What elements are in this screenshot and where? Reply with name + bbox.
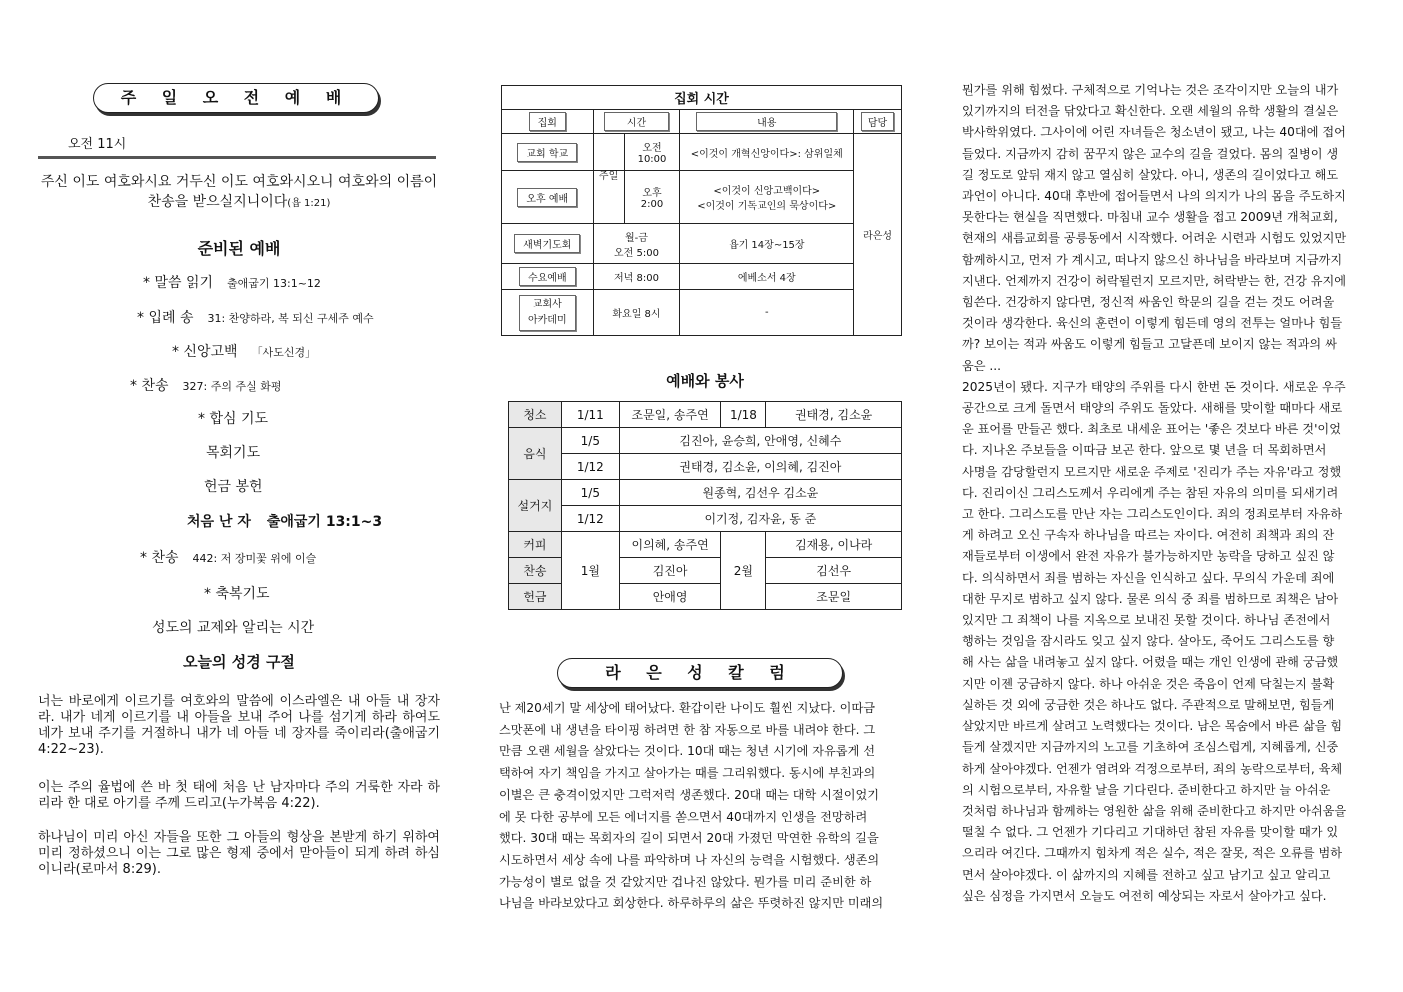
monthly-names: 이의혜, 송주연 bbox=[619, 532, 721, 558]
schedule-header: 내용 bbox=[696, 112, 837, 131]
meeting-name: 수요예배 bbox=[519, 267, 576, 286]
month-label: 1월 bbox=[561, 532, 619, 610]
order-item: 목회기도 bbox=[206, 445, 261, 461]
column-title-banner bbox=[557, 658, 843, 688]
meeting-time: 오전 10:00 bbox=[637, 143, 667, 165]
bible-heading: 오늘의 성경 구절 bbox=[183, 653, 295, 671]
dishes-names: 원종혁, 김선우 김소윤 bbox=[619, 480, 901, 506]
month-label: 2월 bbox=[721, 532, 766, 610]
cleaning-date: 1/11 bbox=[561, 402, 619, 428]
worship-time: 오전 11시 bbox=[68, 137, 127, 152]
schedule-header: 시간 bbox=[604, 112, 669, 131]
leader: 라은성 bbox=[854, 134, 902, 336]
meeting-time: 화요일 8시 bbox=[593, 290, 680, 336]
food-label: 음식 bbox=[509, 428, 562, 480]
call-verse-line2: 찬송을 받으실지니이다 bbox=[147, 194, 288, 210]
bible-passage: 너는 바로에게 이르기를 여호와의 말씀에 이스라엘은 내 아들 내 장자라. 내가 네게 이르기를 내 아들을 보내 주어 나를 섬기게 하라 하여도 네가 보내 주기를 거절하니 내가 네 아들 네 장자를 죽이리라(출애굽기 4:22~23). bbox=[38, 694, 440, 757]
food-date: 1/12 bbox=[561, 454, 619, 480]
cleaning-label: 청소 bbox=[509, 402, 562, 428]
order-item: * 찬송 327: 주의 주실 화평 bbox=[130, 378, 282, 394]
monthly-names: 김선우 bbox=[766, 558, 902, 584]
monthly-label: 커피 bbox=[509, 532, 562, 558]
monthly-names: 김재용, 이나라 bbox=[766, 532, 902, 558]
divider bbox=[38, 156, 436, 159]
order-item: * 입례 송 31: 찬양하라, 복 되신 구세주 예수 bbox=[137, 310, 374, 326]
cleaning-names: 권태경, 김소윤 bbox=[766, 402, 902, 428]
order-item: 성도의 교제와 알리는 시간 bbox=[152, 620, 315, 636]
monthly-label: 찬송 bbox=[509, 558, 562, 584]
dishes-date: 1/12 bbox=[561, 506, 619, 532]
dishes-label: 설거지 bbox=[509, 480, 562, 532]
cleaning-names: 조문일, 송주연 bbox=[619, 402, 721, 428]
column-title: 라 은 성 칼 럼 bbox=[605, 663, 795, 682]
monthly-names: 안애영 bbox=[619, 584, 721, 610]
bible-passage: 이는 주의 율법에 쓴 바 첫 태에 처음 난 남자마다 주의 거룩한 자라 하리라 한 대로 아기를 주께 드리고(누가복음 4:22). bbox=[38, 780, 440, 811]
order-item: * 합심 기도 bbox=[198, 411, 268, 427]
monthly-names: 김진아 bbox=[619, 558, 721, 584]
call-to-worship bbox=[38, 172, 440, 214]
food-names: 김진아, 윤승희, 안애영, 신혜수 bbox=[619, 428, 901, 454]
service-title: 예배와 봉사 bbox=[666, 372, 744, 390]
bible-passage: 하나님이 미리 아신 자들을 또한 그 아들의 형상을 본받게 하기 위하여 미리 정하셨으니 이는 그로 많은 형제 중에서 맏아들이 되게 하려 하심이니라(로마서 8:29). bbox=[38, 830, 440, 877]
meeting-time: 월-금 오전 5:00 bbox=[593, 224, 680, 264]
call-verse-ref: (욥 1:21) bbox=[287, 198, 331, 209]
food-date: 1/5 bbox=[561, 428, 619, 454]
meeting-time: 오후 2:00 bbox=[624, 171, 680, 223]
meeting-content: 에베소서 4장 bbox=[680, 264, 854, 290]
meeting-name: 교회 학교 bbox=[517, 143, 577, 162]
order-item: * 말씀 읽기 출애굽기 13:1~12 bbox=[143, 275, 321, 291]
meeting-content: 욥기 14장~15장 bbox=[680, 224, 854, 264]
monthly-label: 헌금 bbox=[509, 584, 562, 610]
service-table bbox=[508, 401, 902, 610]
order-item: 처음 난 자 출애굽기 13:1~3 bbox=[187, 514, 383, 530]
meeting-name: 교회사 아카데미 bbox=[519, 295, 576, 331]
meeting-name: 오후 예배 bbox=[517, 188, 577, 207]
meeting-content: <이것이 신앙고백이다> <이것이 기독교인의 묵상이다> bbox=[680, 171, 854, 224]
column-text-right: 뭔가를 위해 힘썼다. 구체적으로 기억나는 것은 조각이지만 오늘의 내가 있기까지의 터전을 닦았다고 확신한다. 오랜 세월의 유학 생활의 결실은 박사학위였다. 그사이에 어린 자녀들은 청소년이 됐고, 나는 40대에 접어 들었다. 지금까지 감히 꿈꾸지 않은 교수의 길을 걸었다. 몸의 질병이 생 길 정도로 앞뒤 재지 않고 열심히 살았다. 아니, 생존의 길이었다고 해도 과언이 아니다. 40대 후반에 접어들면서 나의 의지가 나의 몸을 주도하지 못한다는 현실을 직면했다. 마침내 교수 생활을 접고 2009년 개척교회, 현재의 새름교회를 공릉동에서 시작했다. 어려운 시련과 시험도 있었지만 함께하시고, 먼저 가 계시고, 떠나지 않으신 하나님을 바라보며 지금까지 지낸다. 언제까지 건강이 허락될런지 모르지만, 허락받는 한, 건강 유지에 힘쓴다. 건강하지 않다면, 정신적 싸움인 학문의 길을 걷는 것도 어려울 것이라 생각한다. 육신의 훈련이 이렇게 힘든데 영의 전투는 얼마나 힘들 까? 보이는 적과 싸움도 이렇게 힘들고 고달픈데 보이지 않는 적과의 싸 움은 ... 2025년이 됐다. 지구가 태양의 주위를 다시 한번 돈 것이다. 새로운 우주 공간으로 크게 돌면서 태양의 주위도 돌았다. 새해를 맞이할 때마다 새로 운 표어를 만들곤 했다. 최초로 내세운 표어는 '좋은 것보다 바른 것'이었 다. 지나온 주보들을 이따금 보곤 한다. 앞으로 몇 년을 더 목회하면서 사명을 감당할런지 모르지만 새로운 주제로 '진리가 주는 자유'라고 정했 다. 진리이신 그리스도께서 우리에게 주는 참된 자유의 의미를 되새기려 고 한다. 그리스도를 만난 자는 그리스도인이다. 죄의 정죄로부터 자유하 게 하려고 오신 구속자 하나님을 따르는 자이다. 여전히 죄책과 죄의 잔 재들로부터 이생에서 완전 자유가 불가능하지만 농락을 당하고 싶진 않 다. 의식하면서 죄를 범하는 자신을 인식하고 싶다. 무의식 가운데 죄에 대한 무지로 범하고 싶지 않다. 물론 의식 중 죄를 범하므로 죄책은 남아 있지만 그 죄책이 나를 지옥으로 보내진 못할 것이다. 하나님 존전에서 행하는 것임을 잠시라도 잊고 싶지 않다. 살아도, 죽어도 그리스도를 향 해 사는 삶을 내려놓고 싶지 않다. 어렸을 때는 개인 인생에 관해 궁금했 지만 이젠 궁금하지 않다. 하나 아쉬운 것은 죽음이 언제 닥칠는지 불확 실하든 것 외에 궁금한 것은 하나도 없다. 주관적으로 말해보면, 힘들게 살았지만 바르게 살려고 노력했다는 것이다. 남은 목숨에서 바른 삶을 힘 들게 살겠지만 지금까지의 노고를 기초하여 조심스럽게, 지혜롭게, 신중 하게 살아야겠다. 언젠가 염려와 걱정으로부터, 죄의 농락으로부터, 육체 의 시험으로부터, 자유할 날을 기다린다. 준비한다고 하지만 늘 아쉬운 것처럼 하나님과 함께하는 영원한 삶을 위해 준비한다고 하지만 아쉬움을 떨칠 수 없다. 그 언젠가 기다리고 기대하던 참된 자유를 맞이할 때가 있 으리라 여긴다. 그때까지 힘차게 적은 실수, 적은 잘못, 적은 오류를 범하 면서 살아야겠다. 이 삶까지의 지혜를 전하고 싶고 남기고 싶고 알리고 싶은 심정을 가지면서 오늘도 여전히 예상되는 자로서 살아가고 싶다. bbox=[962, 83, 1347, 903]
dishes-names: 이기정, 김자윤, 동 준 bbox=[619, 506, 901, 532]
worship-title: 주 일 오 전 예 배 bbox=[120, 88, 352, 107]
food-names: 권태경, 김소윤, 이의혜, 김진아 bbox=[619, 454, 901, 480]
meeting-content: <이것이 개혁신앙이다>: 삼위일체 bbox=[680, 134, 854, 171]
schedule-header: 집회 bbox=[529, 112, 566, 131]
prepared-heading: 준비된 예배 bbox=[197, 239, 281, 258]
worship-title-banner bbox=[93, 83, 379, 113]
sunday-label: 주일 bbox=[594, 134, 625, 214]
order-item: 헌금 봉헌 bbox=[204, 479, 263, 495]
schedule-title: 집회 시간 bbox=[502, 86, 902, 110]
order-item: * 찬송 442: 저 장미꽃 위에 이슬 bbox=[140, 550, 317, 566]
meeting-content: - bbox=[680, 290, 854, 336]
cleaning-date: 1/18 bbox=[721, 402, 766, 428]
meeting-time: 저녁 8:00 bbox=[593, 264, 680, 290]
dishes-date: 1/5 bbox=[561, 480, 619, 506]
call-verse-line1: 주신 이도 여호와시요 거두신 이도 여호와시오니 여호와의 이름이 bbox=[40, 174, 438, 190]
column-text-middle: 난 제20세기 말 세상에 태어났다. 환갑이란 나이도 훨씬 지났다. 이따금 스맛폰에 내 생년을 타이핑 하려면 한 참 자동으로 바를 내려야 한다. 그 만큼 오랜 세월을 살았다는 것이다. 10대 때는 청년 시기에 자유롭게 선 택하여 자기 책임을 가지고 살아가는 때를 그리워했다. 동시에 부친과의 이별은 큰 충격이었지만 그럭저럭 생존했다. 20대 때는 대학 시절이었기 에 못 다한 공부에 모든 에너지를 쏟으면서 40대까지 인생을 전망하려 했다. 30대 때는 목회자의 길이 되면서 20대 가졌던 막연한 유학의 길을 시도하면서 세상 속에 나를 파악하며 나 자신의 능력을 시험했다. 생존의 가능성이 별로 없을 것 같았지만 겁나진 않았다. 뭔가를 미리 준비한 하 나님을 바라보았다고 회상한다. 하루하루의 삶은 뚜렷하진 않지만 미래의 bbox=[499, 701, 884, 911]
schedule-header: 담당 bbox=[861, 112, 894, 131]
monthly-names: 조문일 bbox=[766, 584, 902, 610]
schedule-table bbox=[501, 85, 902, 336]
order-item: * 신앙고백 「사도신경」 bbox=[172, 344, 317, 360]
meeting-name: 새벽기도회 bbox=[514, 234, 580, 253]
order-item: * 축복기도 bbox=[204, 586, 270, 602]
